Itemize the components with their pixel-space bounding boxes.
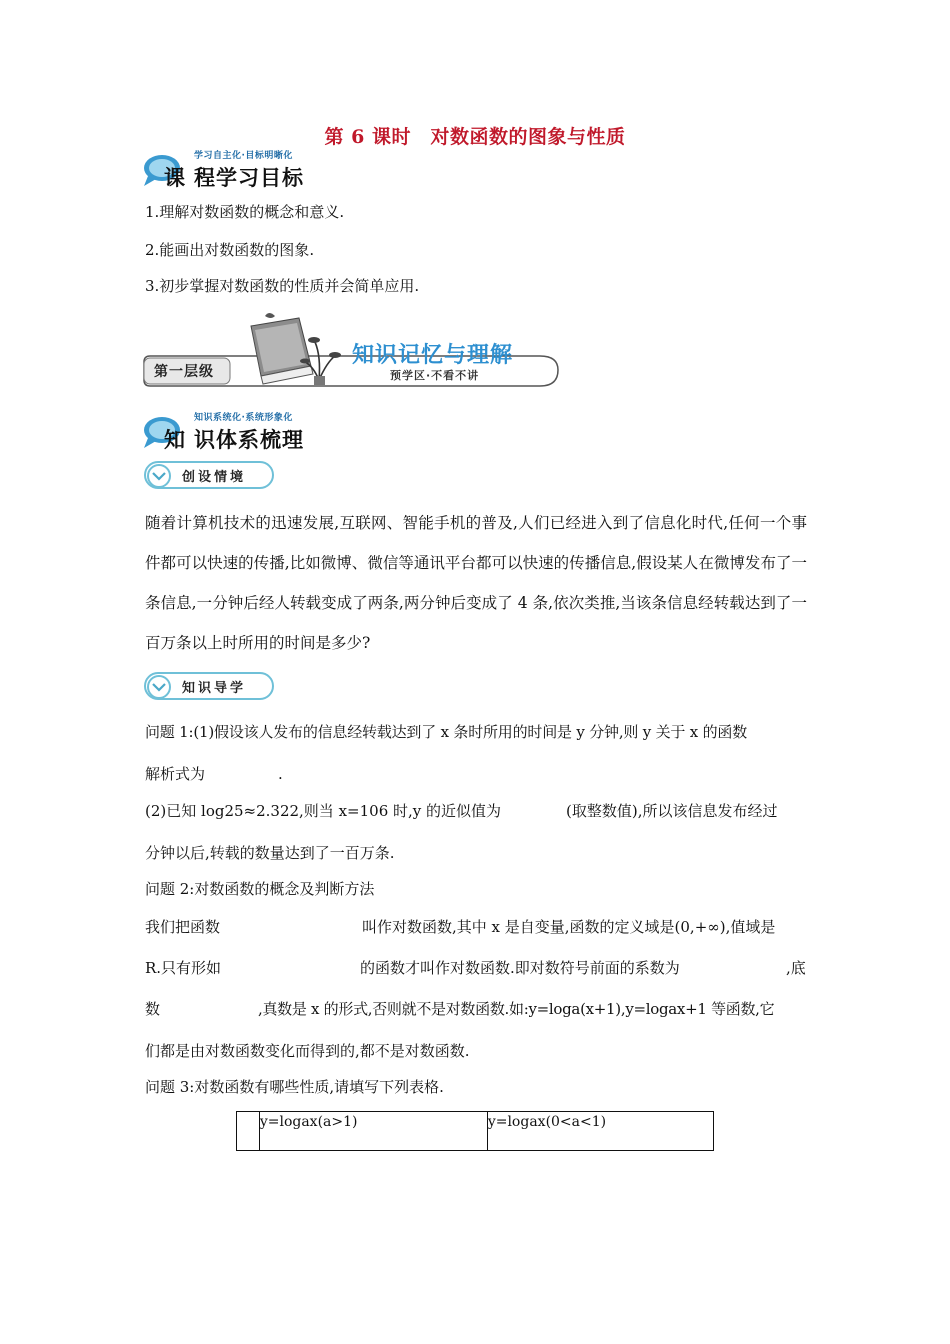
chevron-down-circle-icon [146,674,172,700]
q2-line3a: 数 [145,1000,161,1018]
section-icon-char: 课 [164,166,186,190]
goal-item: 3.初步掌握对数函数的性质并会简单应用. [145,277,420,295]
q2-line1a: 我们把函数 [145,918,221,936]
q2-line1b: 叫作对数函数,其中 x 是自变量,函数的定义域是(0,+∞),值域是 [362,918,776,936]
goal-item: 1.理解对数函数的概念和意义. [145,203,345,221]
q2-heading: 问题 2:对数函数的概念及判断方法 [145,880,375,898]
q1-line4: 分钟以后,转载的数量达到了一百万条. [145,844,395,862]
q2-line4: 们都是由对数函数变化而得到的,都不是对数函数. [145,1042,470,1060]
chevron-down-circle-icon [146,463,172,489]
banner-title: 知识记忆与理解 [352,343,514,368]
q1-line2-end: . [278,765,283,783]
table-header-a-gt-1: y=logax(a>1) [259,1112,487,1151]
q2-line2a: R.只有形如 [145,959,222,977]
table-header-a-lt-1: y=logax(0<a<1) [487,1112,713,1151]
book-illustration-icon [235,312,345,388]
section-icon-char: 知 [164,428,186,452]
level-banner [140,312,565,392]
goal-item: 2.能画出对数函数的图象. [145,241,315,259]
q2-line2c: ,底 [786,959,806,977]
table-cell-empty [237,1112,260,1151]
section-heading: 程学习目标 [194,166,304,190]
pill-header-guide [144,672,284,700]
q2-line3b: ,真数是 x 的形式,否则就不是对数函数.如:y=loga(x+1),y=logax+1 等函数,它 [258,1000,775,1018]
section-caption: 知识系统化·系统形象化 [194,413,293,423]
page-title: 第 6 课时 对数函数的图象与性质 [324,126,626,148]
properties-table [236,1111,714,1151]
level-label: 第一层级 [154,364,214,380]
q1-line2: 解析式为 [145,765,206,783]
pill-label: 知识导学 [182,681,247,696]
q1-line3b: (取整数值),所以该信息发布经过 [566,802,778,820]
section-header-system [140,410,340,452]
pill-label: 创设情境 [182,470,247,485]
banner-subtitle: 预学区·不看不讲 [390,369,480,382]
pill-header-scenario [144,461,284,489]
section-header-goals [140,148,340,190]
q1-line1: 问题 1:(1)假设该人发布的信息经转载达到了 x 条时所用的时间是 y 分钟,则 y 关于 x 的函数 [145,723,747,741]
table-row [237,1112,714,1151]
section-caption: 学习自主化·目标明晰化 [194,151,293,161]
q3-heading: 问题 3:对数函数有哪些性质,请填写下列表格. [145,1078,444,1096]
q1-line3a: (2)已知 log25≈2.322,则当 x=106 时,y 的近似值为 [145,802,502,820]
q2-line2b: 的函数才叫作对数函数.即对数符号前面的系数为 [360,959,680,977]
scenario-text: 随着计算机技术的迅速发展,互联网、智能手机的普及,人们已经进入到了信息化时代,任何一个事件都可以快速的传播,比如微博、微信等通讯平台都可以快速的传播信息,假设某人在微博发布了一条信息,一分钟后经人转载变成了两条,两分钟后变成了 4 条,依次类推,当该条信息经转载达到了一百万条以上时所用的时间是多少? [145,514,807,652]
section-heading: 识体系梳理 [194,428,304,452]
